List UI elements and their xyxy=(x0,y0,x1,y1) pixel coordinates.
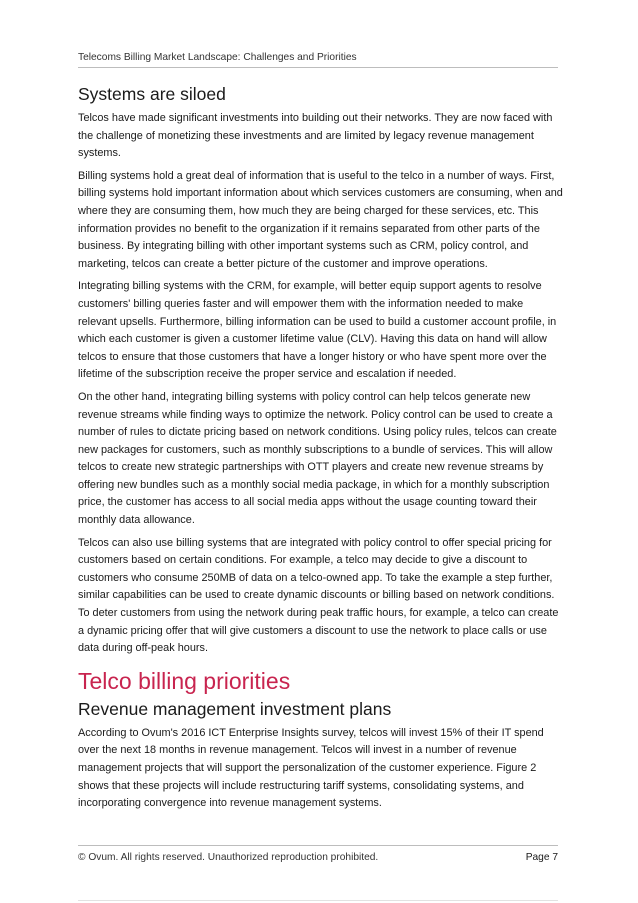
section-heading-siloed: Systems are siloed xyxy=(78,84,226,104)
page-edge-divider xyxy=(78,900,558,901)
footer-divider xyxy=(78,845,558,846)
chapter-heading-priorities: Telco billing priorities xyxy=(78,667,291,694)
footer-copyright: © Ovum. All rights reserved. Unauthorized reproduction prohibited. xyxy=(78,852,379,863)
page-content xyxy=(78,84,564,818)
paragraph: Telcos have made significant investments into building out their networks. They are now faced with the challenge of monetizing these investments and are limited by legacy revenue management systems. xyxy=(78,112,553,160)
section-heading-investment: Revenue management investment plans xyxy=(78,698,392,719)
page-number: Page 7 xyxy=(525,852,558,863)
header-divider xyxy=(78,67,558,68)
paragraph: Integrating billing systems with the CRM, for example, will better equip support agents to resolve customers' billing queries faster and will empower them with the information needed to make relevant upsells. Furthermore, billing information can be used to build a customer account profile, in which each customer is given a customer lifetime value (CLV). Having this data on hand will allow telcos to ensure that those customers that have a longer history or who have spent more over the lifetime of the subscription receive the proper service and escalation if needed. xyxy=(78,280,557,381)
running-header: Telecoms Billing Market Landscape: Challenges and Priorities xyxy=(78,52,357,63)
paragraph: On the other hand, integrating billing systems with policy control can help telcos generate new revenue streams while finding ways to optimize the network. Policy control can be used to create a number of rules to dictate pricing based on network conditions. Using policy rules, telcos can create new packages for customers, such as monthly subscriptions to a bundle of services. This will allow telcos to create new strategic partnerships with OTT players and create new revenue streams by offering new bundles such as a monthly social media package, in which for a monthly subscription price, the customer has access to all social media apps without the usage counting toward their monthly data allowance. xyxy=(78,390,557,527)
paragraph: Billing systems hold a great deal of information that is useful to the telco in a number of ways. First, billing systems hold important information about which services customers are consuming, when and where they are consuming them, how much they are being charged for these services, etc. This information provides no benefit to the organization if it remains separated from other parts of the business. By integrating billing with other important systems such as CRM, policy control, and marketing, telcos can create a better picture of the customer and improve operations. xyxy=(78,169,563,270)
paragraph: Telcos can also use billing systems that are integrated with policy control to offer special pricing for customers based on certain conditions. For example, a telco may decide to give a discount to customers who consume 250MB of data on a telco-owned app. To take the example a step further, similar capabilities can be used to create dynamic discounts or billing based on network conditions. To deter customers from using the network during peak traffic hours, for example, a telco can create a dynamic pricing offer that will give customers a discount to use the network to place calls or use data during off-peak hours. xyxy=(78,536,559,655)
paragraph: According to Ovum's 2016 ICT Enterprise Insights survey, telcos will invest 15% of their IT spend over the next 18 months in revenue management. Telcos will invest in a number of revenue management projects that will support the personalization of the customer experience. Figure 2 shows that these projects will include restructuring tariff systems, consolidating systems, and incorporating convergence into revenue management systems. xyxy=(78,726,544,810)
